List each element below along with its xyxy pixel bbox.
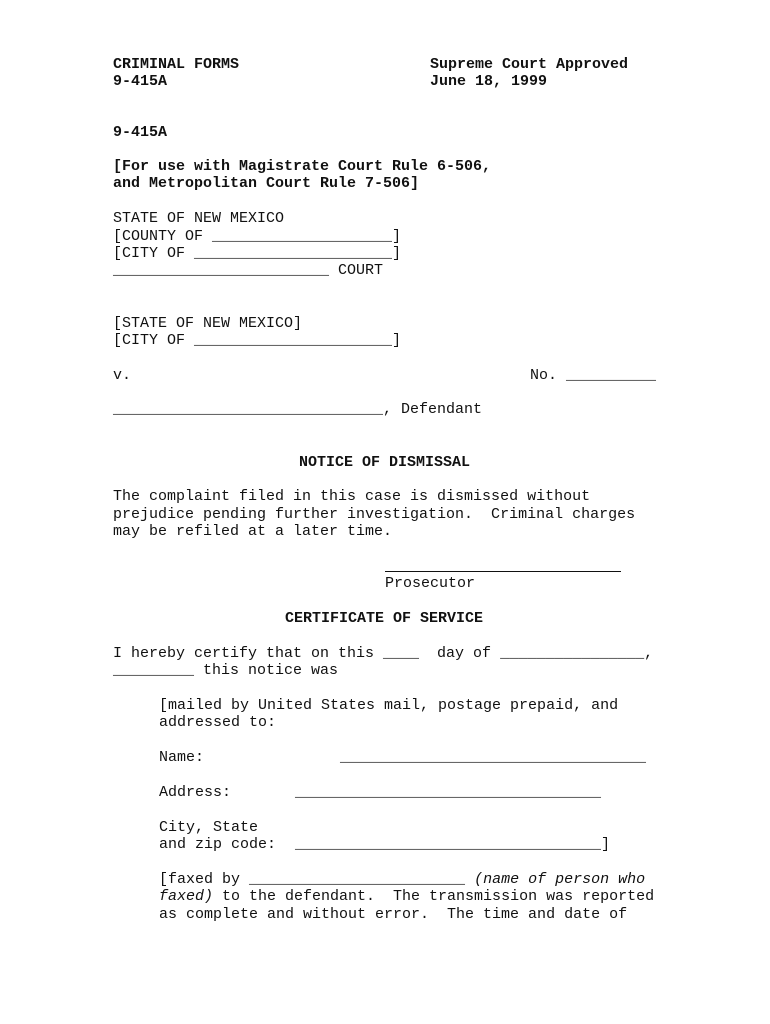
caption-city-line: [CITY OF ______________________]: [113, 245, 402, 262]
faxed-line2-italic: faxed): [159, 888, 214, 905]
name-label: Name:: [159, 749, 205, 766]
faxed-line2-text: to the defendant. The transmission was reported: [213, 888, 655, 905]
caption-case-number: No. __________: [530, 367, 657, 384]
caption-defendant-line: ______________________________, Defendant: [113, 401, 483, 418]
certificate-line2: _________ this notice was: [113, 662, 339, 679]
caption-plaintiff-state: [STATE OF NEW MEXICO]: [113, 315, 303, 332]
mailed-line1: [mailed by United States mail, postage prepaid, and: [159, 697, 619, 714]
address-blank: __________________________________: [295, 784, 602, 801]
address-label: Address:: [159, 784, 232, 801]
faxed-line2: [159, 888, 654, 905]
notice-title: NOTICE OF DISMISSAL: [299, 454, 471, 471]
form-number: 9-415A: [113, 124, 168, 141]
notice-body-line2: prejudice pending further investigation. Criminal charges: [113, 506, 636, 523]
mailed-line2: addressed to:: [159, 714, 277, 731]
name-blank: __________________________________: [340, 749, 647, 766]
caption-court-line: ________________________ COURT: [113, 262, 384, 279]
city-label-line1: City, State: [159, 819, 259, 836]
header-left-line2: 9-415A: [113, 73, 168, 90]
faxed-line1: [159, 871, 645, 888]
caption-state: STATE OF NEW MEXICO: [113, 210, 285, 227]
prosecutor-label: Prosecutor: [385, 575, 476, 592]
city-blank: __________________________________]: [295, 836, 611, 853]
notice-body-line1: The complaint filed in this case is dismissed without: [113, 488, 591, 505]
faxed-line3: as complete and without error. The time and date of: [159, 906, 628, 923]
form-use-line2: and Metropolitan Court Rule 7-506]: [113, 175, 420, 192]
header-right-line2: June 18, 1999: [430, 73, 548, 90]
city-label-line2: and zip code:: [159, 836, 277, 853]
notice-body-line3: may be refiled at a later time.: [113, 523, 393, 540]
prosecutor-signature-line: [385, 571, 621, 572]
certificate-line1: I hereby certify that on this ____ day of ________________,: [113, 645, 654, 662]
caption-plaintiff-city: [CITY OF ______________________]: [113, 332, 402, 349]
faxed-line1-italic: (name of person who: [474, 871, 646, 888]
certificate-title: CERTIFICATE OF SERVICE: [285, 610, 484, 627]
caption-county-line: [COUNTY OF ____________________]: [113, 228, 402, 245]
faxed-line1-text: [faxed by ________________________: [159, 871, 475, 888]
header-left-line1: CRIMINAL FORMS: [113, 56, 240, 73]
header-right-line1: Supreme Court Approved: [430, 56, 629, 73]
form-use-line1: [For use with Magistrate Court Rule 6-506,: [113, 158, 492, 175]
caption-versus: v.: [113, 367, 132, 384]
